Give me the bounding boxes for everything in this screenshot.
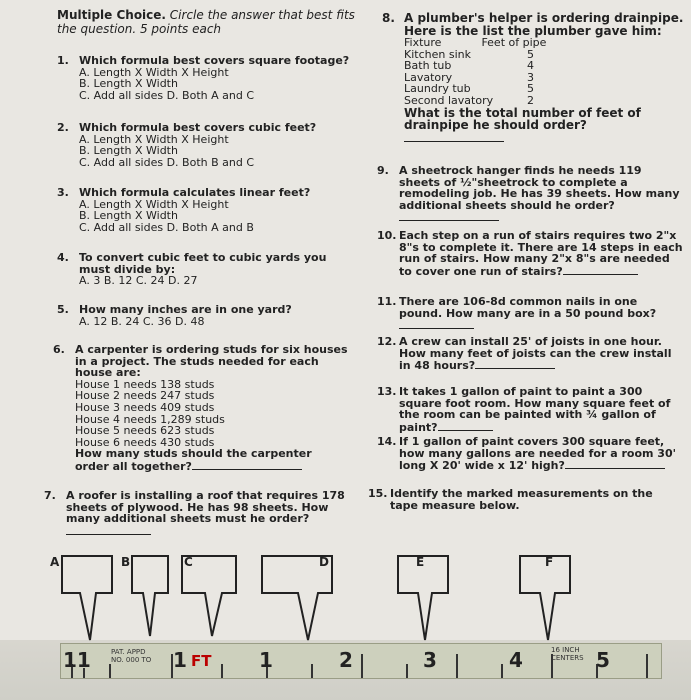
question-4 — [57, 251, 349, 288]
answer-blank[interactable] — [563, 265, 638, 275]
question-stem: There are 106-8d common nails in one pound. How many are in a 50 pound box? — [399, 295, 657, 320]
ruler-number: 3 — [423, 648, 437, 672]
option[interactable]: A. 12 B. 24 C. 36 D. 48 — [79, 314, 205, 328]
tick — [221, 664, 223, 678]
question-stem: Each step on a run of stairs requires two 2"x 8"s to complete it. There are 14 steps in each run of stairs. How many 2"x 8"s are needed to cover one run of stairs? — [399, 229, 683, 278]
ruler-number: 11 — [63, 648, 91, 672]
ruler-number: 5 — [596, 648, 610, 672]
fixture-feet: 2 — [527, 93, 534, 107]
question-number: 15. — [368, 487, 388, 500]
question-3 — [57, 186, 359, 234]
question-5 — [57, 303, 359, 328]
question-number: 10. — [377, 229, 397, 242]
tick — [646, 654, 648, 678]
question-number: 13. — [377, 385, 397, 398]
question-8 — [382, 11, 684, 144]
question-stem: Identify the marked measurements on the tape measure below. — [390, 487, 653, 512]
ruler-number: 2 — [339, 648, 353, 672]
question-number: 7. — [44, 489, 56, 502]
tick — [109, 664, 111, 678]
question-ask: What is the total number of feet of drainpipe he should order? — [404, 105, 641, 133]
question-stem: A carpenter is ordering studs for six houses in a project. The studs needed for each house are: — [75, 343, 348, 380]
tick — [406, 664, 408, 678]
question-stem: Which formula best covers square footage? — [79, 54, 350, 67]
option[interactable]: C. Add all sides D. Both B and C — [79, 155, 255, 169]
fixture-table — [404, 37, 684, 107]
option[interactable]: C. Add all sides D. Both A and C — [79, 88, 254, 102]
question-number: 9. — [377, 164, 389, 177]
question-stem: Which formula best covers cubic feet? — [79, 121, 317, 134]
question-1 — [57, 54, 359, 102]
answer-blank[interactable] — [475, 359, 555, 369]
tick — [501, 664, 503, 678]
house-line: House 3 needs 409 studs — [75, 400, 215, 414]
question-number: 14. — [377, 435, 397, 448]
question-stem: A crew can install 25' of joists in one hour. How many feet of joists can the crew install in 48 hours? — [399, 335, 672, 373]
option[interactable]: B. Length X Width — [79, 209, 178, 223]
tick — [311, 664, 313, 678]
question-6 — [53, 343, 355, 473]
fixture-feet: 5 — [527, 82, 534, 96]
answer-blank[interactable] — [399, 319, 474, 329]
question-stem: A sheetrock hanger finds he needs 119 sheets of ½"sheetrock to complete a remodeling job. He has 39 sheets. How many additional sheets should he order? — [399, 164, 680, 212]
answer-blank[interactable] — [438, 421, 493, 431]
question-stem: A roofer is installing a roof that requires 178 sheets of plywood. He has 98 sheets. How many additional sheets must he order? — [66, 489, 345, 526]
fixture-feet: 3 — [527, 70, 534, 84]
fixture-feet: 5 — [527, 47, 534, 61]
marker-label-c: C — [184, 555, 193, 569]
question-stem: To convert cubic feet to cubic yards you must divide by: — [79, 251, 327, 276]
house-line: House 6 needs 430 studs — [75, 435, 215, 449]
question-number: 5. — [57, 303, 69, 316]
marker-flag-a — [62, 556, 112, 640]
fixture-name: Kitchen sink — [404, 47, 471, 61]
answer-blank[interactable] — [404, 132, 504, 142]
answer-blank[interactable] — [565, 459, 665, 469]
tick — [361, 654, 363, 678]
patent-stamp: PAT. APPD — [111, 648, 146, 656]
ft-label: FT — [191, 652, 212, 670]
option[interactable]: A. Length X Width X Height — [79, 197, 229, 211]
question-2 — [57, 121, 359, 169]
question-7 — [44, 489, 351, 537]
question-number: 3. — [57, 186, 69, 199]
question-12 — [377, 335, 684, 373]
centers-stamp-2: CENTERS — [551, 654, 584, 662]
option[interactable]: A. Length X Width X Height — [79, 65, 229, 79]
marker-flag-b — [132, 556, 168, 636]
tick — [456, 654, 458, 678]
marker-label-a: A — [50, 555, 60, 569]
question-14 — [377, 435, 684, 473]
tape-measure — [60, 643, 662, 679]
question-11 — [377, 295, 684, 332]
ruler-number: 4 — [509, 648, 523, 672]
option[interactable]: A. 3 B. 12 C. 24 D. 27 — [79, 274, 198, 288]
option[interactable]: C. Add all sides D. Both A and B — [79, 220, 254, 234]
question-stem: If 1 gallon of paint covers 300 square feet, how many gallons are needed for a room 30' long X 20' wide x 12' high? — [399, 435, 676, 473]
answer-blank[interactable] — [66, 525, 151, 535]
fixture-feet: 4 — [527, 59, 534, 73]
house-line: House 2 needs 247 studs — [75, 389, 215, 403]
question-stem: Which formula calculates linear feet? — [79, 186, 311, 199]
fixture-col-header: Fixture — [404, 36, 442, 49]
fixture-name: Laundry tub — [404, 82, 471, 96]
marker-callouts — [0, 548, 691, 648]
fixture-name: Bath tub — [404, 59, 452, 73]
question-ask: How many studs should the carpenter order all together? — [75, 447, 312, 473]
instructions-text: Circle the answer that best fits the question. 5 points each — [57, 8, 355, 36]
answer-blank[interactable] — [399, 211, 499, 221]
question-number: 12. — [377, 335, 397, 348]
option[interactable]: B. Length X Width — [79, 144, 178, 158]
house-line: House 4 needs 1,289 studs — [75, 412, 225, 426]
answer-blank[interactable] — [192, 460, 302, 470]
option[interactable]: B. Length X Width — [79, 77, 178, 91]
question-15 — [368, 487, 680, 512]
marker-label-d: D — [319, 555, 329, 569]
marker-label-f: F — [545, 555, 554, 569]
question-number: 11. — [377, 295, 397, 308]
question-number: 1. — [57, 54, 69, 67]
question-13 — [377, 385, 684, 434]
patent-stamp-2: NO. 000 TO — [111, 656, 152, 664]
house-line: House 1 needs 138 studs — [75, 377, 215, 391]
fixture-name: Second lavatory — [404, 93, 494, 107]
house-line: House 5 needs 623 studs — [75, 424, 215, 438]
question-10 — [377, 229, 684, 278]
instructions-header — [57, 8, 357, 36]
question-stem: It takes 1 gallon of paint to paint a 300 square foot room. How many square feet of the room can be painted with ¾ gallon of paint? — [399, 385, 671, 434]
feet-col-header: Feet of pipe — [481, 36, 547, 49]
question-9 — [377, 164, 684, 224]
question-stem: How many inches are in one yard? — [79, 303, 292, 316]
fixture-name: Lavatory — [404, 70, 453, 84]
question-number: 8. — [382, 11, 395, 25]
ruler-number: 1 — [259, 648, 273, 672]
marker-label-b: B — [121, 555, 131, 569]
centers-stamp: 16 INCH — [551, 646, 580, 654]
question-number: 2. — [57, 121, 69, 134]
question-stem: A plumber's helper is ordering drainpipe. Here is the list the plumber gave him: — [404, 11, 684, 38]
instructions-title: Multiple Choice. — [57, 8, 166, 22]
marker-label-e: E — [416, 555, 425, 569]
ruler-number: 1 — [173, 648, 187, 672]
question-number: 6. — [53, 343, 65, 356]
question-number: 4. — [57, 251, 69, 264]
option[interactable]: A. Length X Width X Height — [79, 132, 229, 146]
